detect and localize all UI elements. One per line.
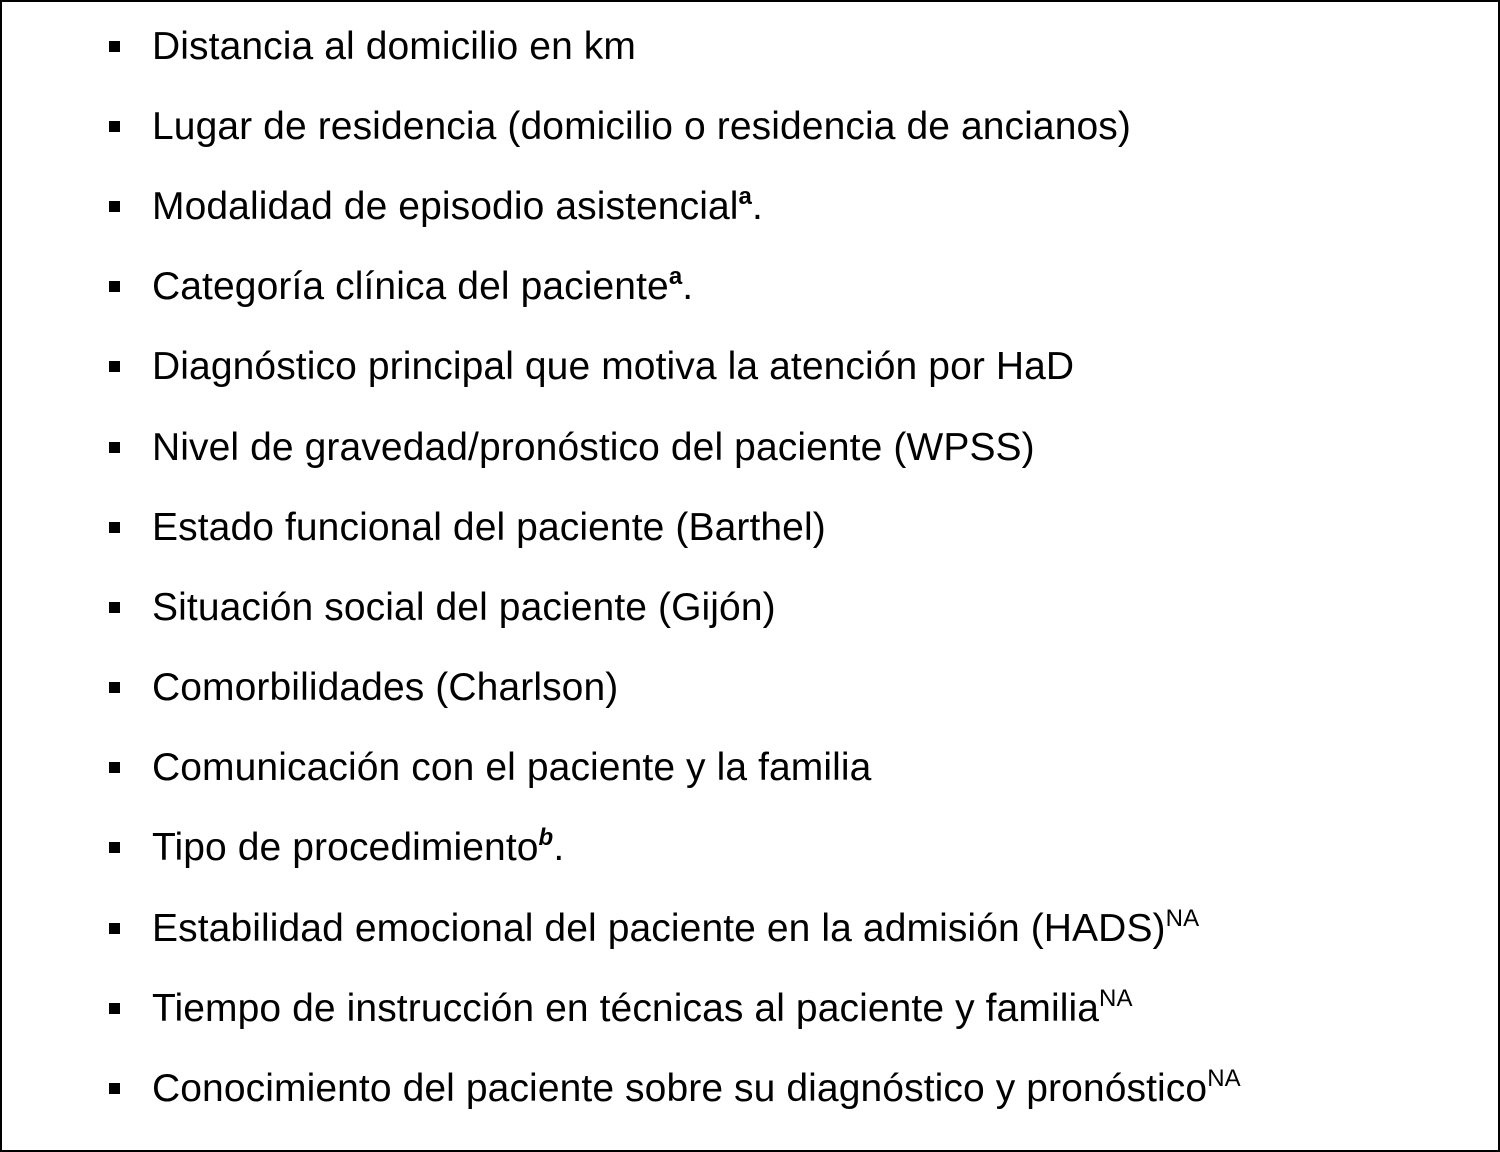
list-item <box>2 648 1498 728</box>
list-item <box>2 567 1498 647</box>
list-item-text: Categoría clínica del paciente$^a$. <box>152 263 694 309</box>
list-item <box>2 247 1498 327</box>
variable-list <box>2 6 1498 1129</box>
list-item <box>2 1048 1498 1128</box>
list-item-text: Lugar de residencia (domicilio o residencia de ancianos) <box>152 104 1131 148</box>
square-bullet-icon <box>109 121 120 132</box>
list-item <box>2 6 1498 86</box>
footnote-marker: NA <box>1165 904 1200 932</box>
list-item <box>2 888 1498 968</box>
list-item-text: Comunicación con el paciente y la familia <box>152 746 872 790</box>
list-item <box>2 968 1498 1048</box>
list-item <box>2 166 1498 246</box>
square-bullet-icon <box>109 1003 120 1014</box>
square-bullet-icon <box>109 842 120 853</box>
square-bullet-icon <box>109 41 120 52</box>
list-item-text: Comorbilidades (Charlson) <box>152 666 619 710</box>
list-item <box>2 86 1498 166</box>
square-bullet-icon <box>109 201 120 212</box>
list-item-text: Modalidad de episodio asistencial$^a$. <box>152 182 763 228</box>
list-item <box>2 407 1498 487</box>
footnote-marker: a <box>668 263 683 291</box>
list-item-text: Estabilidad emocional del paciente en la admisión (HADS)$^{NA}$ <box>152 904 1200 950</box>
square-bullet-icon <box>109 602 120 613</box>
square-bullet-icon <box>109 361 120 372</box>
list-item <box>2 728 1498 808</box>
list-item-text: Conocimiento del paciente sobre su diagnóstico y pronóstico$^{NA}$ <box>152 1065 1241 1111</box>
square-bullet-icon <box>109 923 120 934</box>
list-item-text: Tipo de procedimiento$^b$. <box>152 824 565 870</box>
list-item-text: Diagnóstico principal que motiva la atención por HaD <box>152 345 1075 389</box>
list-item <box>2 808 1498 888</box>
square-bullet-icon <box>109 522 120 533</box>
footnote-marker: NA <box>1207 1065 1241 1093</box>
square-bullet-icon <box>109 442 120 453</box>
square-bullet-icon <box>109 682 120 693</box>
footnote-marker: a <box>738 182 752 210</box>
list-item-text: Tiempo de instrucción en técnicas al paciente y familia$^{NA}$ <box>152 984 1133 1030</box>
list-item-text: Nivel de gravedad/pronóstico del paciente (WPSS) <box>152 425 1035 469</box>
list-item-text: Distancia al domicilio en km <box>152 24 636 68</box>
square-bullet-icon <box>109 762 120 773</box>
square-bullet-icon <box>109 1083 120 1094</box>
list-item-text: Situación social del paciente (Gijón) <box>152 585 776 629</box>
footnote-marker: NA <box>1099 984 1133 1012</box>
list-item-text: Estado funcional del paciente (Barthel) <box>152 505 826 549</box>
list-item <box>2 487 1498 567</box>
footnote-marker: b <box>538 824 554 852</box>
square-bullet-icon <box>109 281 120 292</box>
list-item <box>2 327 1498 407</box>
